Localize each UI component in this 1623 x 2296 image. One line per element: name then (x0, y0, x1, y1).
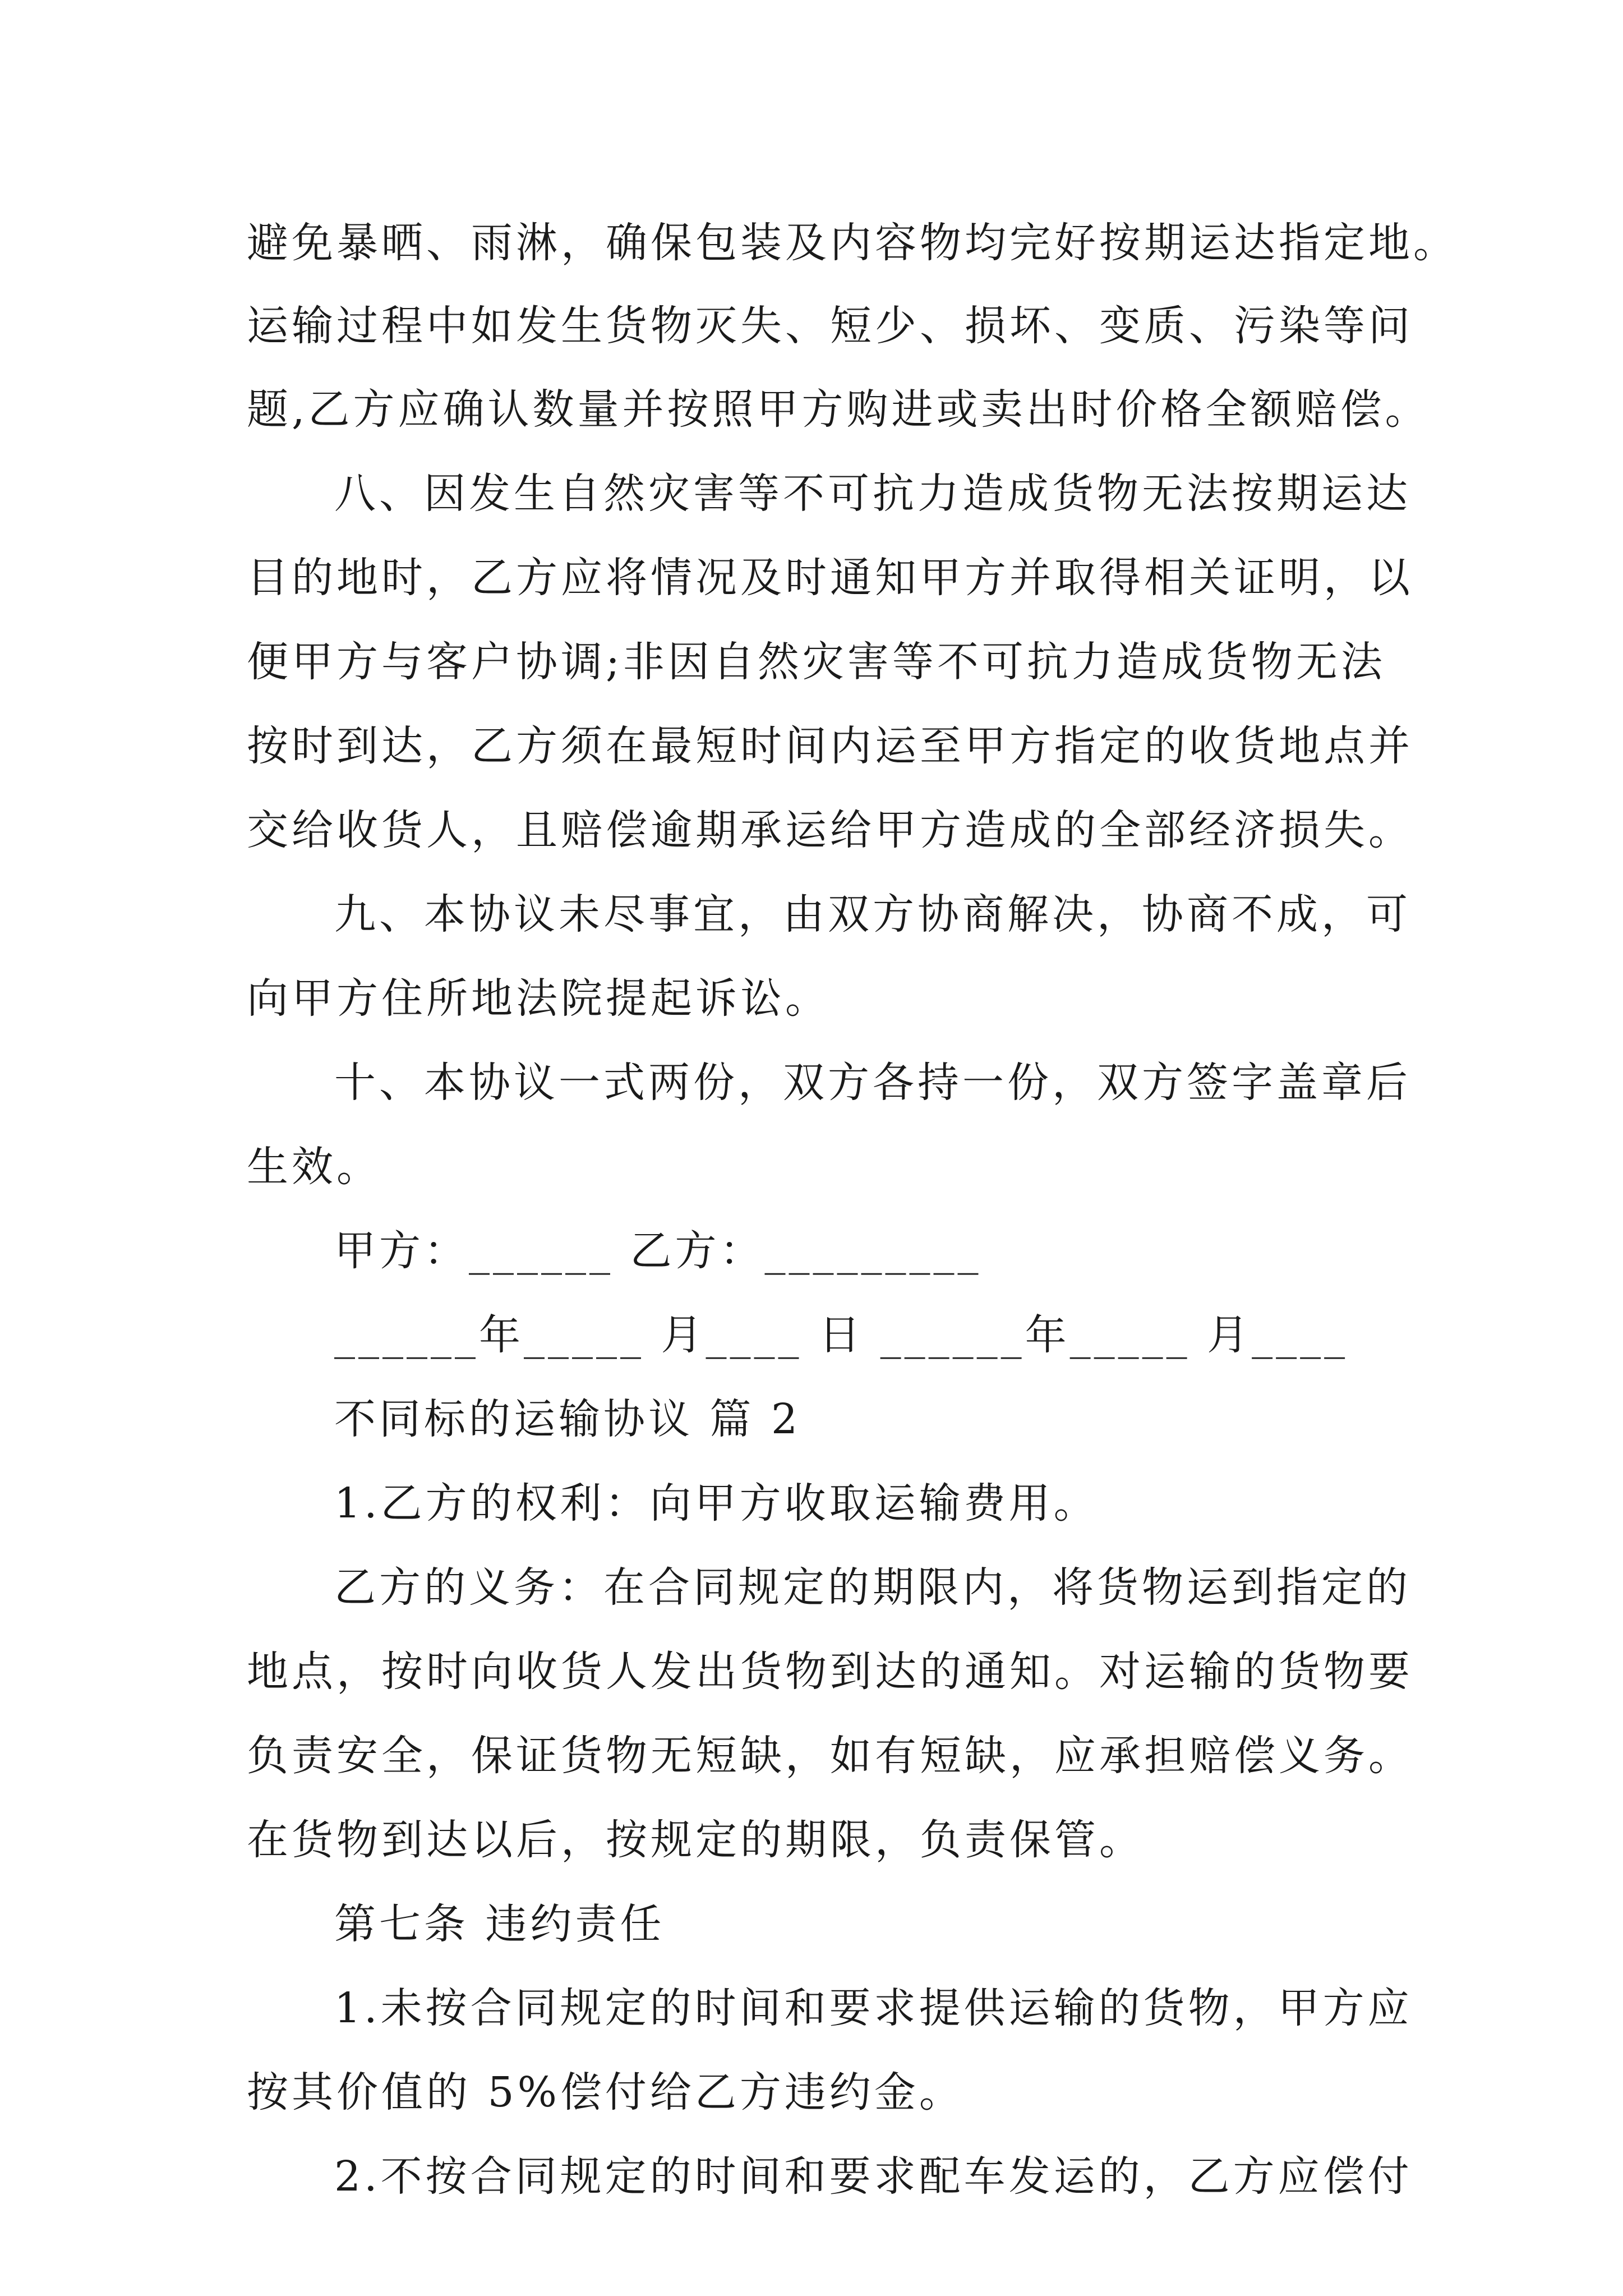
text-line: 向甲方住所地法院提起诉讼。 (247, 974, 830, 1023)
text-line: 按时到达，乙方须在最短时间内运至甲方指定的收货地点并 (247, 722, 1413, 770)
date-line: ______年_____ 月____ 日 ______年_____ 月____ (334, 1311, 1349, 1359)
article-heading: 第七条 违约责任 (334, 1900, 665, 1948)
text-line: 负责安全，保证货物无短缺，如有短缺，应承担赔偿义务。 (247, 1732, 1413, 1780)
section-heading: 不同标的运输协议 篇 2 (334, 1395, 801, 1443)
text-line: 八、因发生自然灾害等不可抗力造成货物无法按期运达 (334, 470, 1411, 518)
text-line: 便甲方与客户协调;非因自然灾害等不可抗力造成货物无法 (247, 638, 1386, 686)
text-line: 九、本协议未尽事宜，由双方协商解决，协商不成，可 (334, 890, 1411, 938)
text-line: 运输过程中如发生货物灭失、短少、损坏、变质、污染等问 (247, 302, 1413, 350)
text-line: 在货物到达以后，按规定的期限，负责保管。 (247, 1816, 1144, 1864)
text-line: 乙方的义务：在合同规定的期限内，将货物运到指定的 (334, 1563, 1411, 1612)
text-line: 1.乙方的权利：向甲方收取运输费用。 (334, 1479, 1099, 1527)
text-line: 生效。 (247, 1143, 381, 1191)
text-line: 十、本协议一式两份，双方各持一份，双方签字盖章后 (334, 1059, 1411, 1107)
text-line: 地点，按时向收货人发出货物到达的通知。对运输的货物要 (247, 1648, 1413, 1696)
text-line: 题,乙方应确认数量并按照甲方购进或卖出时价格全额赔偿。 (247, 385, 1430, 434)
text-line: 交给收货人，且赔偿逾期承运给甲方造成的全部经济损失。 (247, 806, 1413, 854)
text-line: 按其价值的 5%偿付给乙方违约金。 (247, 2068, 964, 2116)
text-line: 2.不按合同规定的时间和要求配车发运的，乙方应偿付 (334, 2152, 1413, 2201)
signature-line: 甲方：______ 乙方：_________ (334, 1227, 982, 1275)
text-line: 避免暴晒、雨淋，确保包装及内容物均完好按期运达指定地。 (247, 219, 1458, 267)
text-line: 目的地时，乙方应将情况及时通知甲方并取得相关证明，以 (247, 554, 1413, 602)
text-line: 1.未按合同规定的时间和要求提供运输的货物，甲方应 (334, 1984, 1413, 2032)
